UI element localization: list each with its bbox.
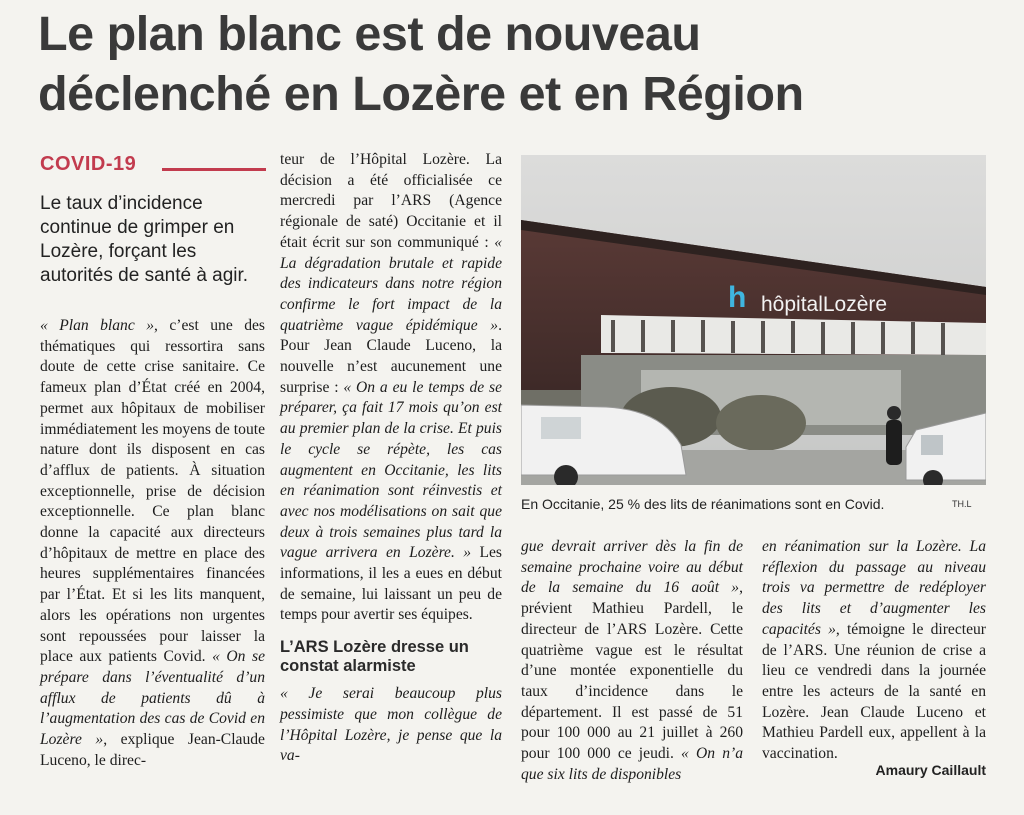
svg-text:h: h (728, 281, 747, 314)
article-column-1 (40, 316, 265, 771)
photo-caption: En Occitanie, 25 % des lits de réanimations sont en Covid. (521, 496, 885, 512)
sign-text: hôpitalLozère (761, 293, 888, 316)
headline-line-2: déclenché en Lozère et en Région (38, 67, 804, 121)
text-run: , explique Jean-Claude Luceno, le direc- (40, 731, 265, 769)
quote-ars: « La dégradation brutale et rapide des indicateurs dans notre région confirme le fort impact de la quatrième vague épidémique » (280, 233, 502, 334)
article-column-4 (762, 537, 986, 765)
standfirst: Le taux d’incidence continue de grimper en Lozère, forçant les autorités de santé à agir. (40, 193, 249, 286)
photo-credit: TH.L (952, 499, 972, 509)
rubric-rule (162, 168, 266, 171)
quote-pardell: « Je serai beaucoup plus pessimiste que mon collègue de l’Hôpital Lozère, je pense que la va- (280, 685, 502, 765)
text-run: Les informations, il les a eues en début de semaine, lui laissant un peu de temps pour avertir ses équipes. (280, 544, 502, 624)
quote-luceno: « On se prépare dans l’éventualité d’un afflux de patients dû à l’augmentation des cas de Covid en Lozère » (40, 648, 265, 749)
text-run: , prévient Mathieu Pardell, le directeur de l’ARS Lozère. Cette quatrième vague est le résultat d’une montée exponentielle du taux d’incidence dans le département. Il est passé de 51 pour 100 000 au 21 juillet à 260 pour 100 000 ce jeudi. (521, 579, 743, 763)
text-run: , témoigne le directeur de l’ARS. Une réunion de crise a lieu ce vendredi dans la journée entre les acteurs de la santé en Lozère. Jean Claude Luceno et Mathieu Pardell eux, appellent à la vaccination. (762, 620, 986, 763)
column-4-paragraph (762, 537, 986, 765)
hospital-photo (521, 155, 986, 485)
text-run: teur de l’Hôpital Lozère. La décision a été officialisée ce mercredi par l’ARS (Agence régionale de saté) Occitanie et il était écrit sur son communiqué : (280, 151, 502, 251)
rubric-label: COVID-19 (40, 153, 137, 175)
article-column-2 (280, 150, 502, 767)
quote-lits: « On n’a que six lits de disponibles (521, 745, 743, 783)
quote-pardell-cont: gue devrait arriver dès la fin de semaine prochaine voire au début de la semaine du 16 août » (521, 538, 743, 597)
column-3-paragraph (521, 537, 743, 785)
headline-line-1: Le plan blanc est de nouveau (38, 7, 701, 61)
headline (38, 4, 998, 124)
column-1-paragraph (40, 316, 265, 771)
column-2-paragraph-2 (280, 684, 502, 767)
quote-reanimation: en réanimation sur la Lozère. La réflexion du passage au niveau trois va permettre de redéployer des lits et d’augmenter les capacités » (762, 538, 986, 638)
subhead: L’ARS Lozère dresse un constat alarmiste (280, 638, 469, 676)
quote-plan-blanc: « Plan blanc » (40, 317, 155, 334)
text-run: . Pour Jean Claude Luceno, la nouvelle n’est aucunement une surprise : (280, 316, 502, 396)
column-2-paragraph (280, 150, 502, 626)
article-column-3 (521, 537, 743, 785)
text-run: , c’est une des thématiques qui ressortira sans doute de cette crise sanitaire. Ce fameux plan d’État créé en 2004, permet aux hôpitaux de mobiliser immédiatement les moyens de toute nature dont ils disposent en cas d’afflux de patients. À situation exceptionnelle, prise de décision exceptionnelle. Ce plan blanc donne la capacité aux directeurs d’hôpitaux de mettre en place des heures supplémentaires financées par l’État. Et si les lits manquent, alors les opérations non urgentes sont repoussées pour laisser la place aux patients Covid. (40, 317, 265, 666)
quote-luceno-2: « On a eu le temps de se préparer, ça fait 17 mois qu’on est au premier plan de la crise. Et puis le cycle se répète, les cas augmentent en Occitanie, les lits en réanimation sont réinvestis et avec nos modélisations on sait que deux à trois semaines plus tard la vague arrivera en Lozère. » (280, 378, 502, 562)
author-signature: Amaury Caillault (875, 762, 986, 778)
